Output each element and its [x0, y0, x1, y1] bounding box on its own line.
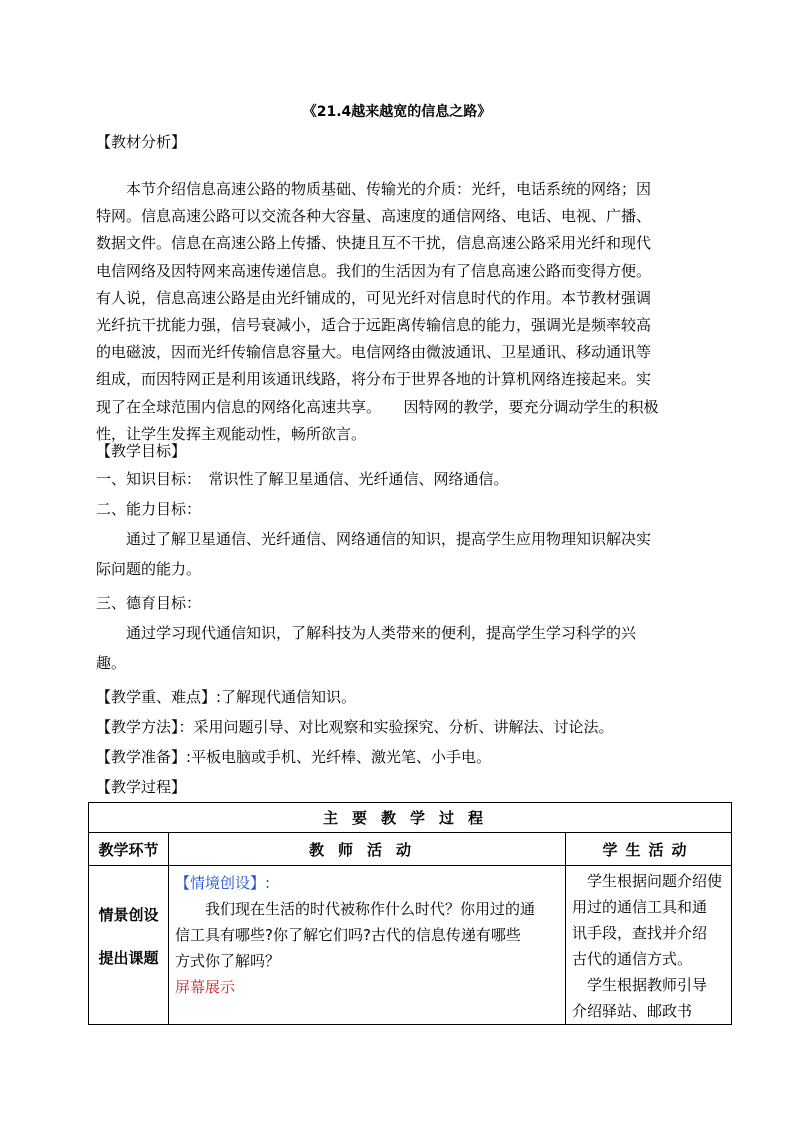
- student-line: 学生根据问题介绍使: [572, 872, 723, 890]
- teacher-activity-cell: [169, 866, 566, 1025]
- key-points: 【教学重、难点】:了解现代通信知识。: [96, 688, 357, 706]
- col-header-student: 学生活动: [566, 833, 732, 866]
- analysis-paragraph: [96, 176, 702, 448]
- student-activity-cell: [566, 866, 732, 1025]
- teacher-line: 方式你了解吗？: [175, 952, 281, 970]
- table-header-row: [89, 833, 732, 866]
- analysis-line: 的电磁波，因而光纤传输信息容量大。电信网络由微波通讯、卫星通讯、移动通讯等: [96, 343, 652, 362]
- student-line: 讯手段，查找并介绍: [572, 924, 708, 942]
- analysis-line: 性，让学生发挥主观能动性，畅所欲言。: [96, 424, 367, 443]
- student-line: 介绍驿站、邮政书: [572, 1002, 693, 1020]
- analysis-line: 组成，而因特网正是利用该通讯线路，将分布于世界各地的计算机网络连接起来。实: [96, 370, 652, 389]
- analysis-line: 本节介绍信息高速公路的物质基础、传输光的介质：光纤，电话系统的网络；因: [96, 180, 652, 198]
- analysis-line: 数据文件。信息在高速公路上传播、快捷且互不干扰，信息高速公路采用光纤和现代: [96, 234, 652, 253]
- student-line: 古代的通信方式。: [572, 950, 693, 968]
- teaching-methods: 【教学方法】：采用问题引导、对比观察和实验探究、分析、讲解法、讨论法。: [96, 718, 614, 736]
- teaching-prep: 【教学准备】:平板电脑或手机、光纤棒、激光笔、小手电。: [96, 748, 492, 766]
- stage-label: 情景创设: [98, 906, 159, 924]
- analysis-line: 有人说，信息高速公路是由光纤铺成的，可见光纤对信息时代的作用。本节教材强调: [96, 288, 652, 307]
- ability-goal-heading: 二、能力目标：: [96, 500, 202, 518]
- student-line: 用过的通信工具和通: [572, 898, 708, 916]
- ability-goal-text: [96, 524, 702, 584]
- col-header-teacher: 教师活动: [169, 833, 566, 866]
- ability-goal-line: 通过了解卫星通信、光纤通信、网络通信的知识，提高学生应用物理知识解决实: [96, 530, 652, 548]
- moral-goal-line: 通过学习现代通信知识，了解科技为人类带来的便利，提高学生学习科学的兴: [96, 624, 637, 642]
- student-line: 学生根据教师引导: [572, 976, 708, 994]
- moral-goal-text: [96, 618, 702, 678]
- analysis-heading: 【教材分析】: [96, 133, 187, 151]
- analysis-line: 特网。信息高速公路可以交流各种大容量、高速度的通信网络、电话、电视、广播、: [96, 207, 652, 226]
- analysis-line: 现了在全球范围内信息的网络化高速共享。 因特网的教学，要充分调动学生的积极: [96, 397, 659, 416]
- goals-heading: 【教学目标】: [96, 442, 187, 460]
- knowledge-goal: 一、知识目标： 常识性了解卫星通信、光纤通信、网络通信。: [96, 470, 509, 488]
- teacher-line: 信工具有哪些?你了解它们吗?古代的信息传递有哪些: [175, 926, 521, 944]
- table-main-header: 主要教学过程: [89, 803, 732, 833]
- teacher-line: 我们现在生活的时代被称作什么时代？你用过的通: [175, 900, 536, 918]
- col-header-stage: 教学环节: [89, 833, 169, 866]
- moral-goal-heading: 三、德育目标：: [96, 594, 202, 612]
- scenario-tag: 【情境创设】:: [175, 874, 271, 892]
- stage-label: 提出课题: [98, 949, 159, 967]
- analysis-line: 光纤抗干扰能力强，信号衰减小，适合于远距离传输信息的能力，强调光是频率较高: [96, 316, 652, 335]
- process-table: [88, 802, 732, 1025]
- table-main-header-row: [89, 803, 732, 833]
- table-row: [89, 866, 732, 1025]
- screen-display-note: 屏幕展示: [175, 978, 236, 996]
- moral-goal-line: 趣。: [96, 654, 127, 672]
- document-title: 《21.4越来越宽的信息之路》: [302, 104, 492, 120]
- ability-goal-line: 际问题的能力。: [96, 560, 202, 578]
- analysis-line: 电信网络及因特网来高速传递信息。我们的生活因为有了信息高速公路而变得方便。: [96, 261, 652, 280]
- process-heading: 【教学过程】: [96, 778, 187, 796]
- stage-cell: [89, 866, 169, 1025]
